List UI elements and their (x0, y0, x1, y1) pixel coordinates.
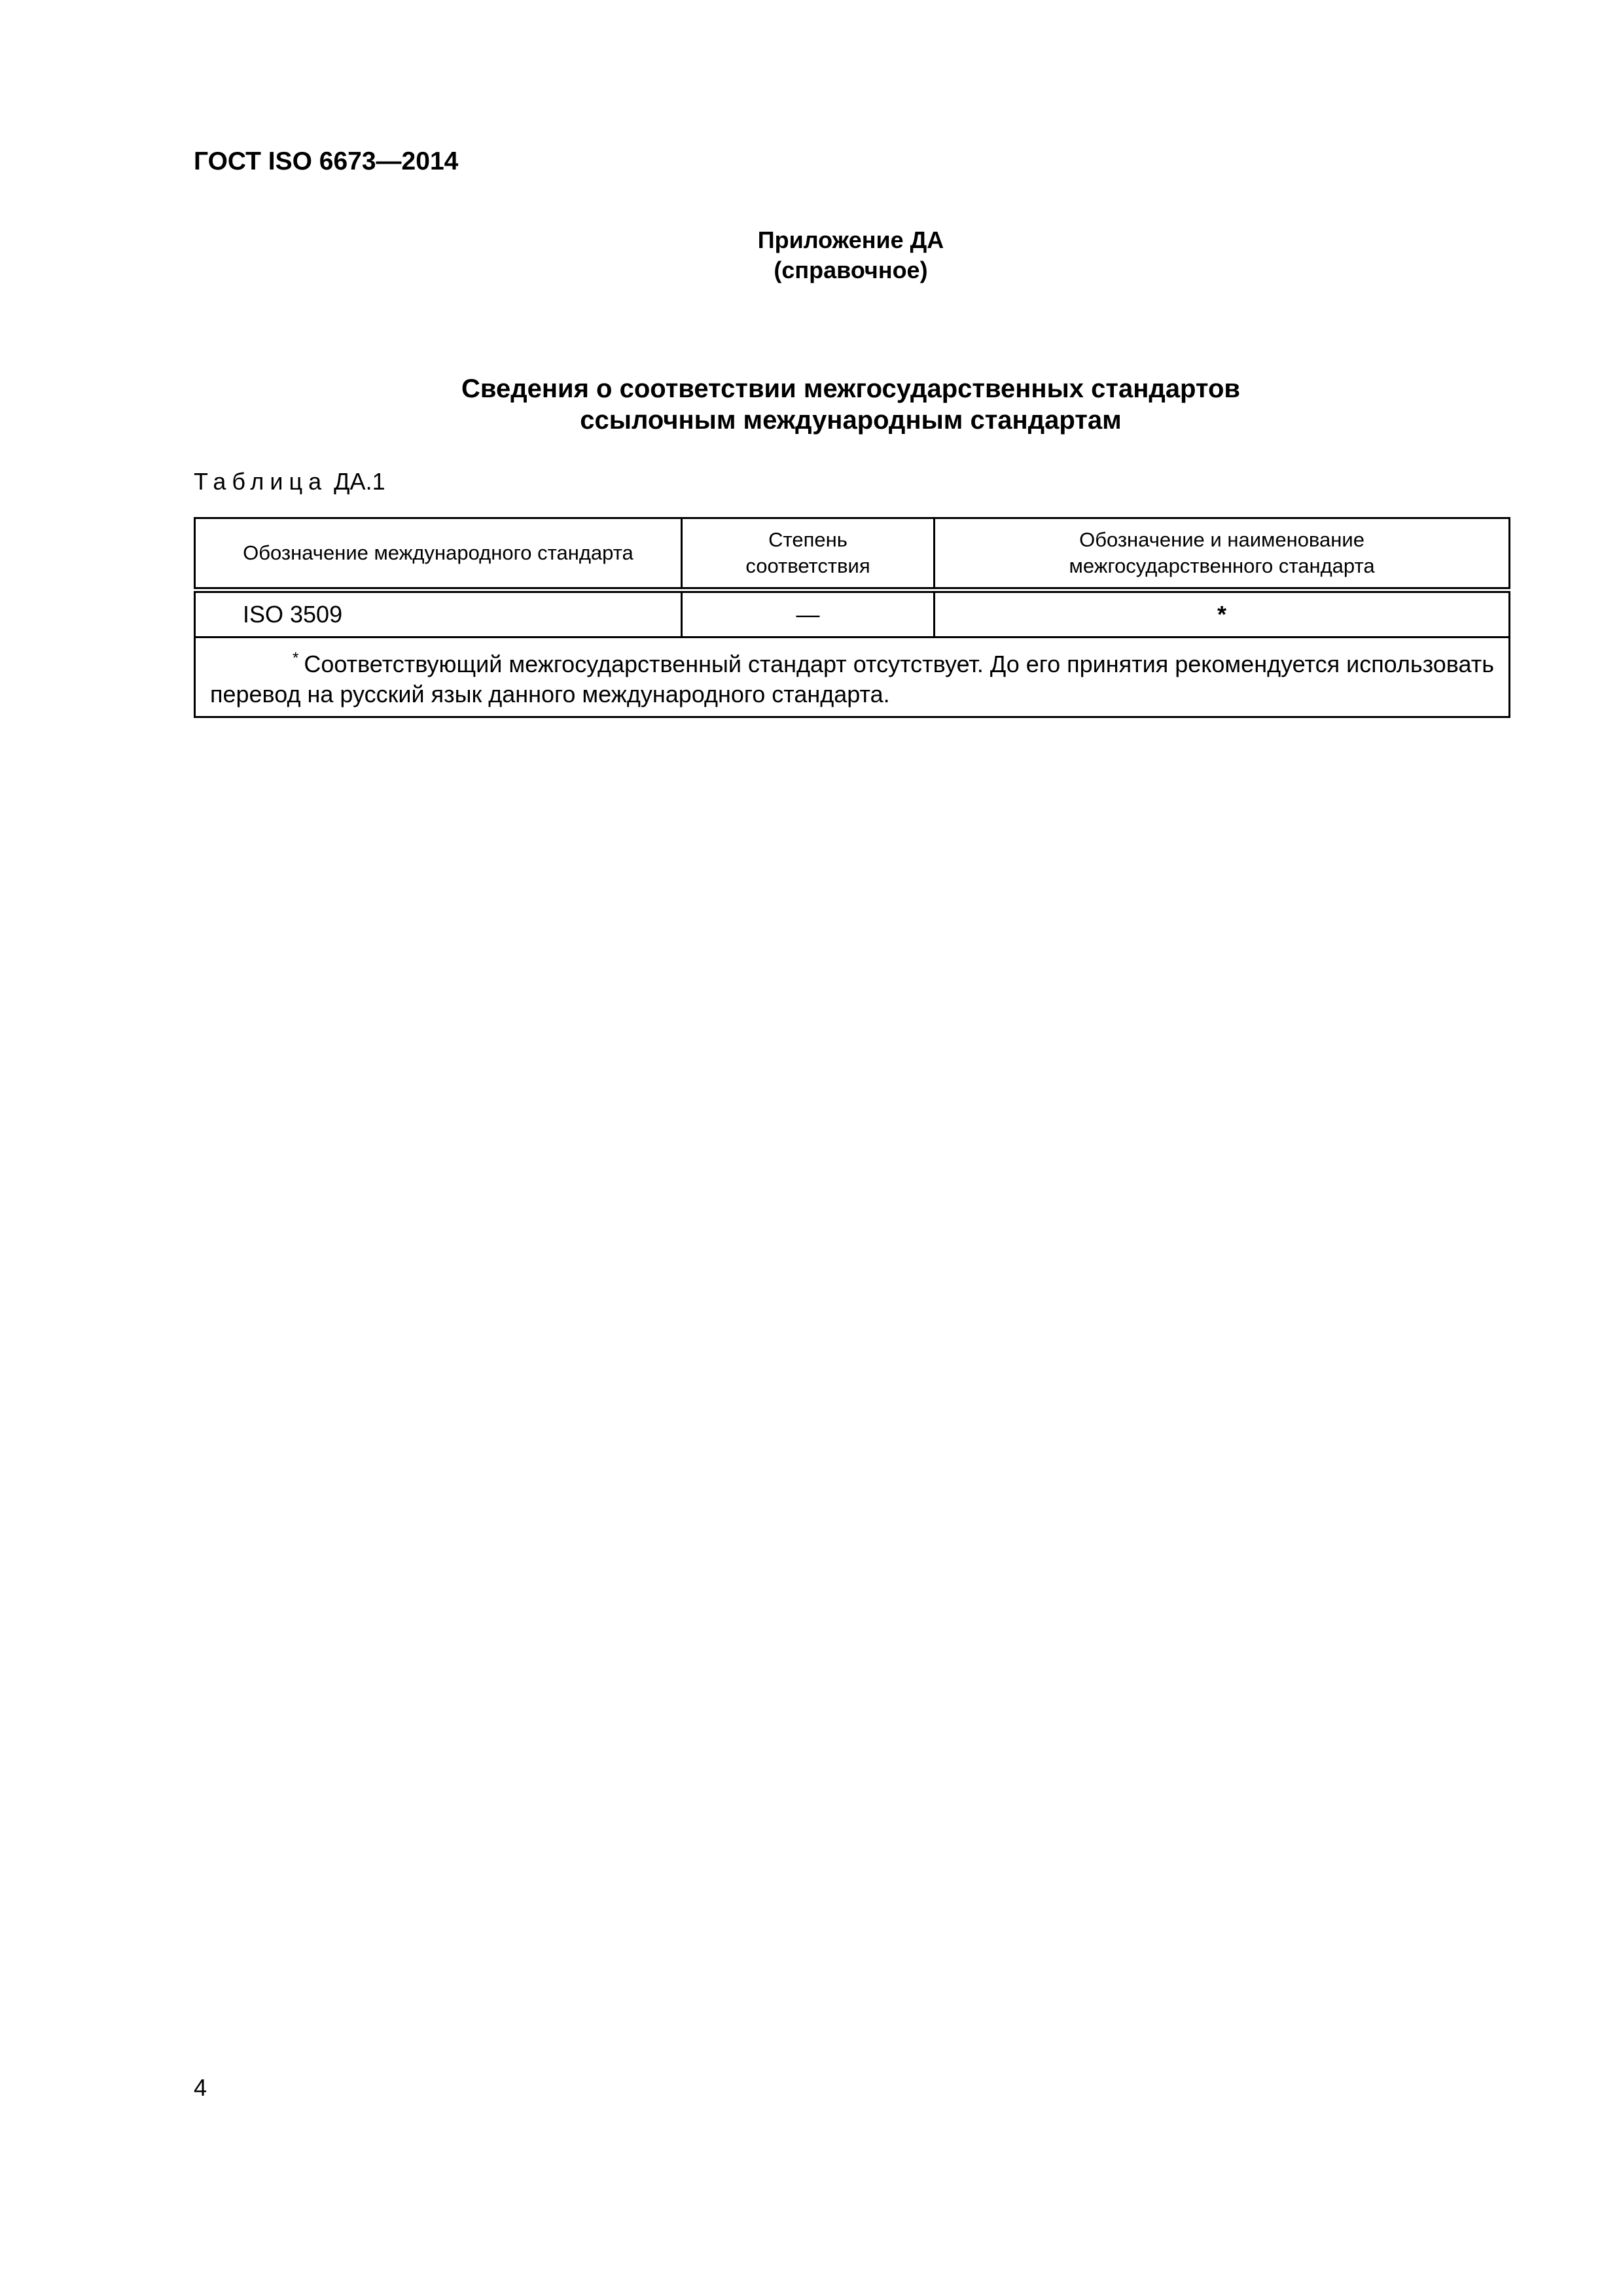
table-label (194, 467, 385, 495)
cell-interstate-standard: * (935, 590, 1510, 637)
appendix-subtitle: (справочное) (774, 257, 928, 283)
section-title-line-2: ссылочным международным стандартам (580, 406, 1122, 435)
header-international-standard: Обозначение международного стандарта (195, 518, 682, 590)
cell-international-standard: ISO 3509 (195, 590, 682, 637)
table-footnote-row (195, 637, 1510, 717)
appendix-heading (654, 225, 1047, 285)
table-label-word: Таблица (194, 468, 328, 495)
section-title-line-1: Сведения о соответствии межгосударственных стандартов (461, 374, 1240, 403)
table-row (195, 590, 1510, 637)
table-header-row (195, 518, 1510, 590)
page-number: 4 (194, 2074, 207, 2101)
footnote-marker: * (293, 649, 299, 667)
section-title (196, 373, 1505, 436)
table-label-number: ДА.1 (334, 468, 385, 495)
appendix-title: Приложение ДА (757, 226, 944, 253)
cell-degree-of-correspondence: — (681, 590, 934, 637)
header-degree-of-correspondence: Степень соответствия (681, 518, 934, 590)
footnote-text: Соответствующий межгосударственный стандарт отсутствует. До его принятия рекомендуется использовать перевод на русский язык данного международного стандарта. (210, 651, 1494, 708)
standard-designation: ГОСТ ISO 6673—2014 (194, 147, 459, 175)
correspondence-table (194, 517, 1510, 718)
header-interstate-standard: Обозначение и наименование межгосударственного стандарта (935, 518, 1510, 590)
table-footnote (195, 637, 1510, 717)
